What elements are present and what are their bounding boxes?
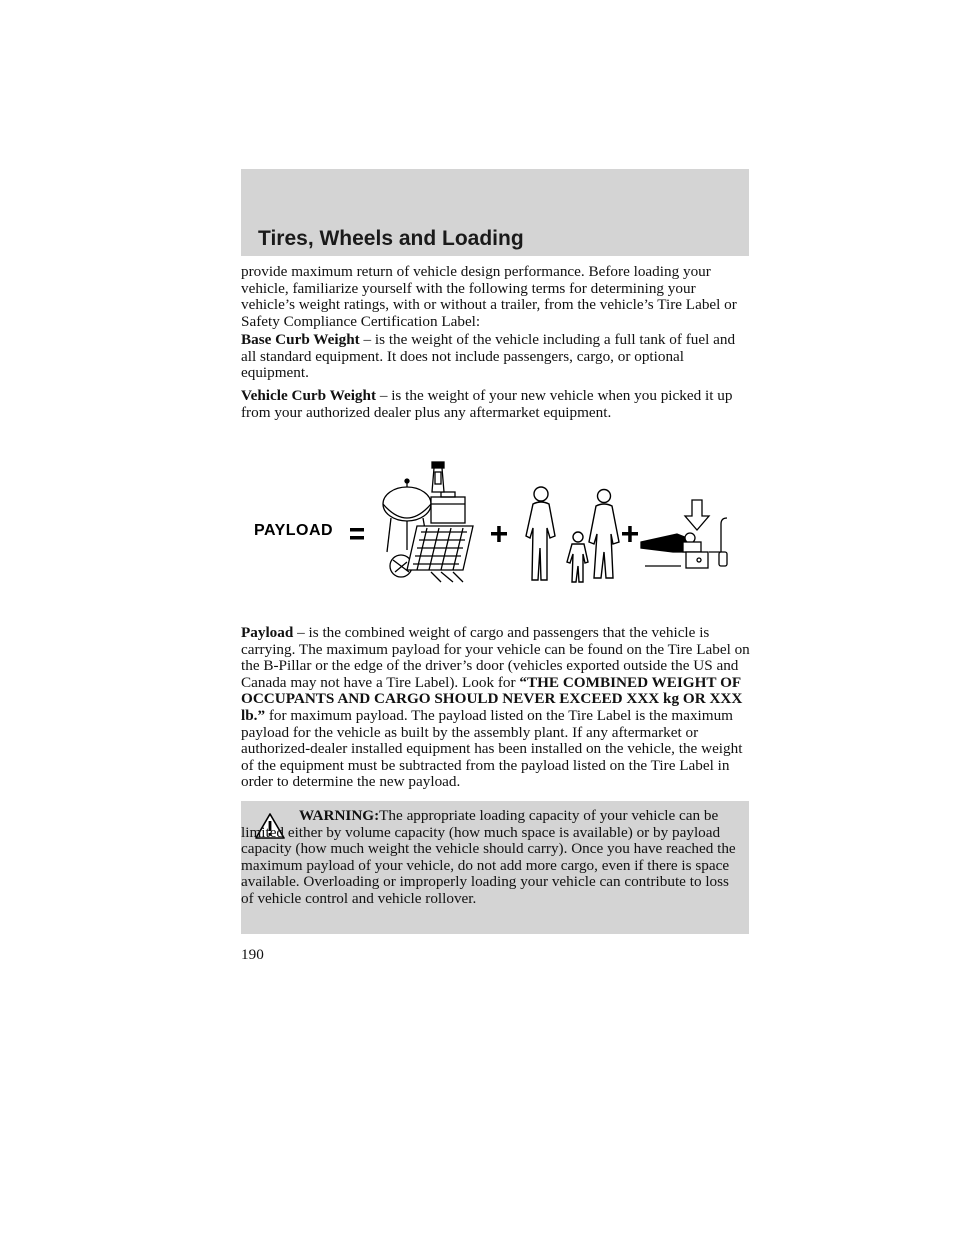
payload-label-quote: “THE COMBINED WEIGHT OF OCCUPANTS AND CARGO SHOULD NEVER EXCEED XXX kg OR XXX lb.” xyxy=(241,673,743,724)
vehicle-curb-paragraph xyxy=(241,388,751,421)
passengers-icon xyxy=(526,487,619,582)
intro-paragraph: provide maximum return of vehicle design performance. Before loading your vehicle, familiarize yourself with the following terms for determining your vehicle’s weight ratings, with or without a trailer, from the vehicle’s Tire Label or Safety Compliance Certification Label: xyxy=(241,263,737,330)
section-title: Tires, Wheels and Loading xyxy=(258,227,524,250)
base-curb-definition: – is the weight of the vehicle including a full tank of fuel and all standard equipment. It does not include passengers, cargo, or optional equipment. xyxy=(241,331,736,382)
payload-definition-part2: for maximum payload. The payload listed on the Tire Label is the maximum payload for the vehicle as built by the assembly plant. If any aftermarket or authorized-dealer installed equipment has been installed on the vehicle, the weight of the equipment must be subtracted from the payload listed on the Tire Label in order to determine the new payload. xyxy=(241,706,743,791)
warning-box xyxy=(241,801,749,934)
base-curb-paragraph xyxy=(241,332,751,382)
base-curb-term: Base Curb Weight xyxy=(241,331,360,348)
section-header xyxy=(241,169,749,256)
payload-label: PAYLOAD xyxy=(254,522,334,539)
page-number: 190 xyxy=(241,946,264,963)
plus-sign-icon xyxy=(491,526,507,542)
payload-illustration xyxy=(241,452,749,590)
equals-sign-icon xyxy=(350,528,364,540)
payload-equation-graphic xyxy=(241,452,749,590)
payload-paragraph xyxy=(241,625,751,791)
warning-paragraph xyxy=(241,808,741,908)
cargo-icon xyxy=(383,462,473,582)
plus-sign-icon xyxy=(622,526,638,542)
payload-term: Payload xyxy=(241,624,294,641)
vehicle-curb-term: Vehicle Curb Weight xyxy=(241,387,377,404)
payload-definition-part1: – is the combined weight of cargo and passengers that the vehicle is carrying. The maximum payload for your vehicle can be found on the Tire Label on the B-Pillar or the edge of the driver’s door (vehicles exported outside the US and Canada may not have a Tire Label). Look for xyxy=(241,624,750,691)
warning-body: The appropriate loading capacity of your vehicle can be limited either by volume capacity (how much space is available) or by payload capacity (how much weight the vehicle should carry). Once you have reached the maximum payload of your vehicle, do not add more cargo, even if there is space available. Overloading or improperly loading your vehicle can contribute to loss of vehicle control and vehicle rollover. xyxy=(241,807,736,907)
warning-label: WARNING: xyxy=(299,807,380,824)
trailer-hitch-icon xyxy=(641,500,727,568)
vehicle-curb-definition: – is the weight of your new vehicle when you picked it up from your authorized dealer plus any aftermarket equipment. xyxy=(241,387,733,421)
